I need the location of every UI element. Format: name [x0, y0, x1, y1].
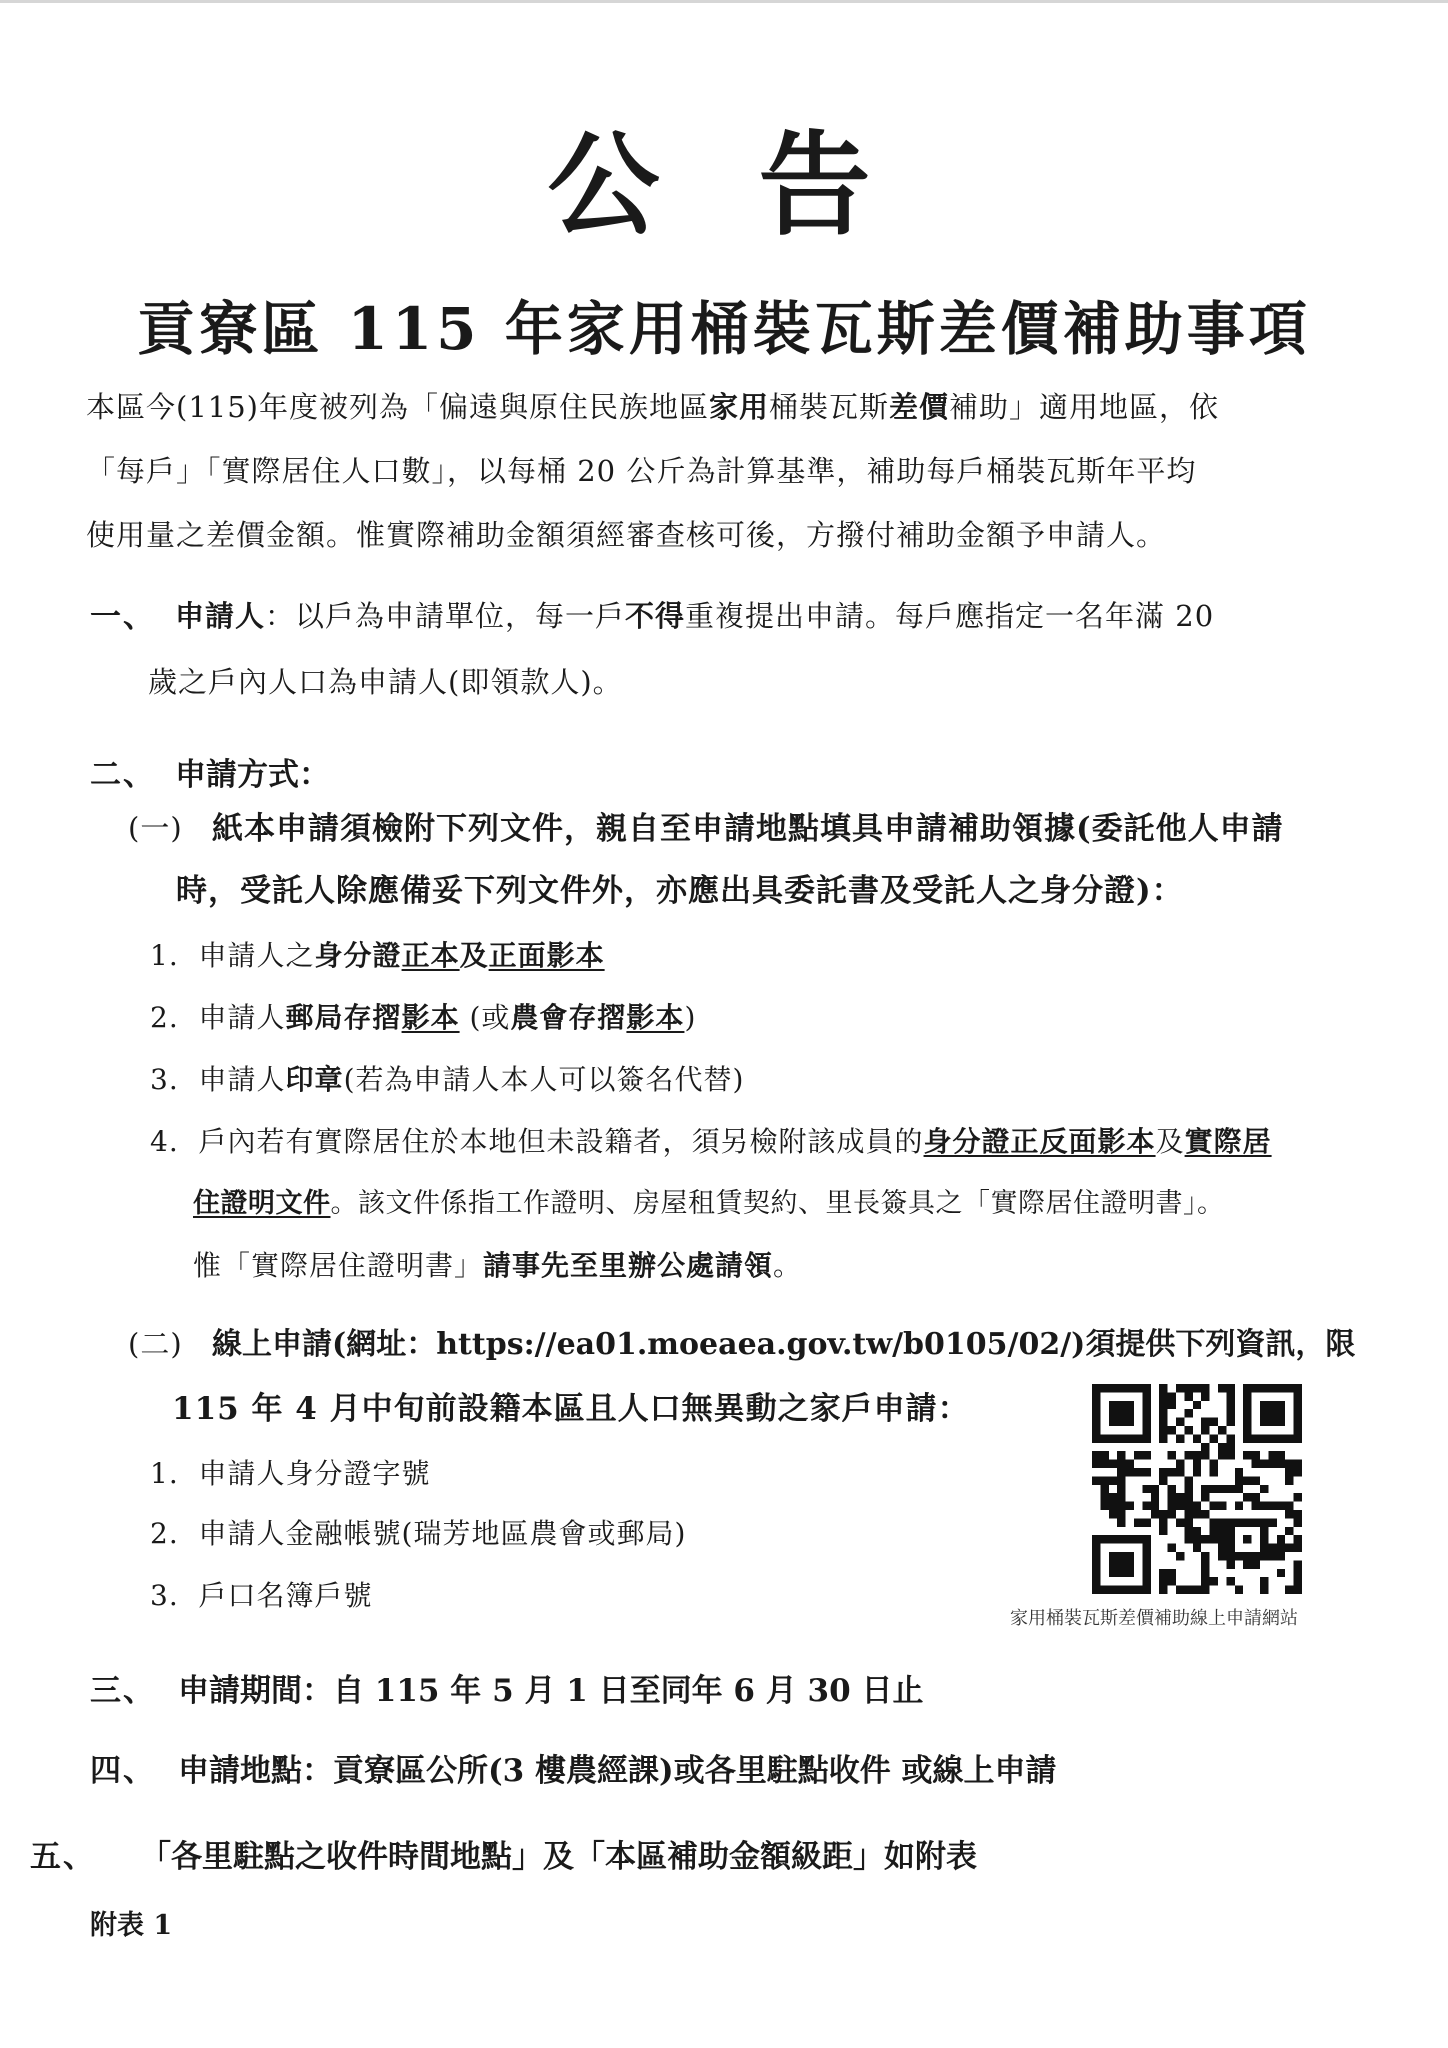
section-3-text: 申請期間：自 115 年 5 月 1 日至同年 6 月 30 日止: [178, 1673, 924, 1709]
section-3-number: 三、: [90, 1673, 156, 1709]
doc-item-3: 3. 申請人印章(若為申請人本人可以簽名代替): [150, 1063, 745, 1096]
sub-a-line-2: 時，受託人除應備妥下列文件外，亦應出具委託書及受託人之身分證)：: [176, 873, 1184, 909]
section-1-number: 一、: [90, 599, 156, 635]
online-item-2: 2. 申請人金融帳號(瑞芳地區農會或郵局): [150, 1517, 687, 1550]
doc-item-4-line-3: 惟「實際居住證明書」請事先至里辦公處請領。: [193, 1249, 803, 1282]
appendix-label: 附表 1: [90, 1910, 173, 1941]
doc-item-4-line-2: 住證明文件。該文件係指工作證明、房屋租賃契約、里長簽具之「實際居住證明書」。: [193, 1188, 1225, 1219]
doc-item-2: 2. 申請人郵局存摺影本 (或農會存摺影本): [150, 1001, 697, 1034]
sub-a-number: (一): [128, 811, 183, 845]
section-2-heading: 申請方式：: [175, 757, 330, 793]
sub-b-line-1: 線上申請(網址：https://ea01.moeaea.gov.tw/b0105/02/)須提供下列資訊，限: [212, 1327, 1356, 1362]
section-1-line-2: 歲之戶內人口為申請人(即領款人)。: [148, 665, 623, 699]
section-1-line-1: 申請人：以戶為申請單位，每一戶不得重複提出申請。每戶應指定一名年滿 20: [175, 599, 1215, 633]
sub-b-number: (二): [128, 1327, 183, 1361]
doc-item-1: 1. 申請人之身分證正本及正面影本: [150, 939, 605, 972]
doc-item-4-line-1: 4. 戶內若有實際居住於本地但未設籍者，須另檢附該成員的身分證正反面影本及實際居: [150, 1125, 1272, 1158]
qr-code-icon[interactable]: [1092, 1384, 1302, 1594]
scan-edge: [0, 0, 1448, 3]
page-subtitle: 貢寮區 115 年家用桶裝瓦斯差價補助事項: [137, 295, 1311, 363]
section-4-number: 四、: [90, 1753, 156, 1789]
sub-a-line-1: 紙本申請須檢附下列文件，親自至申請地點填具申請補助領據(委託他人申請: [212, 811, 1284, 847]
online-item-1: 1. 申請人身分證字號: [150, 1457, 431, 1490]
section-4-text: 申請地點：貢寮區公所(3 樓農經課)或各里駐點收件 或線上申請: [178, 1753, 1057, 1789]
sub-b-line-2: 115 年 4 月中旬前設籍本區且人口無異動之家戶申請：: [172, 1391, 970, 1427]
section-5-number: 五、: [30, 1839, 96, 1875]
online-item-3: 3. 戶口名簿戶號: [150, 1579, 373, 1612]
section-2-number: 二、: [90, 757, 156, 793]
intro-line-3: 使用量之差價金額。惟實際補助金額須經審查核可後，方撥付補助金額予申請人。: [86, 518, 1167, 552]
intro-line-1: 本區今(115)年度被列為「偏遠與原住民族地區家用桶裝瓦斯差價補助」適用地區，依: [86, 390, 1220, 424]
section-5-text: 「各里駐點之收件時間地點」及「本區補助金額級距」如附表: [140, 1839, 977, 1875]
qr-caption: 家用桶裝瓦斯差價補助線上申請網站: [1010, 1608, 1298, 1629]
page-title: 公 告: [547, 120, 901, 251]
intro-line-2: 「每戶」「實際居住人口數」，以每桶 20 公斤為計算基準，補助每戶桶裝瓦斯年平均: [86, 454, 1197, 488]
